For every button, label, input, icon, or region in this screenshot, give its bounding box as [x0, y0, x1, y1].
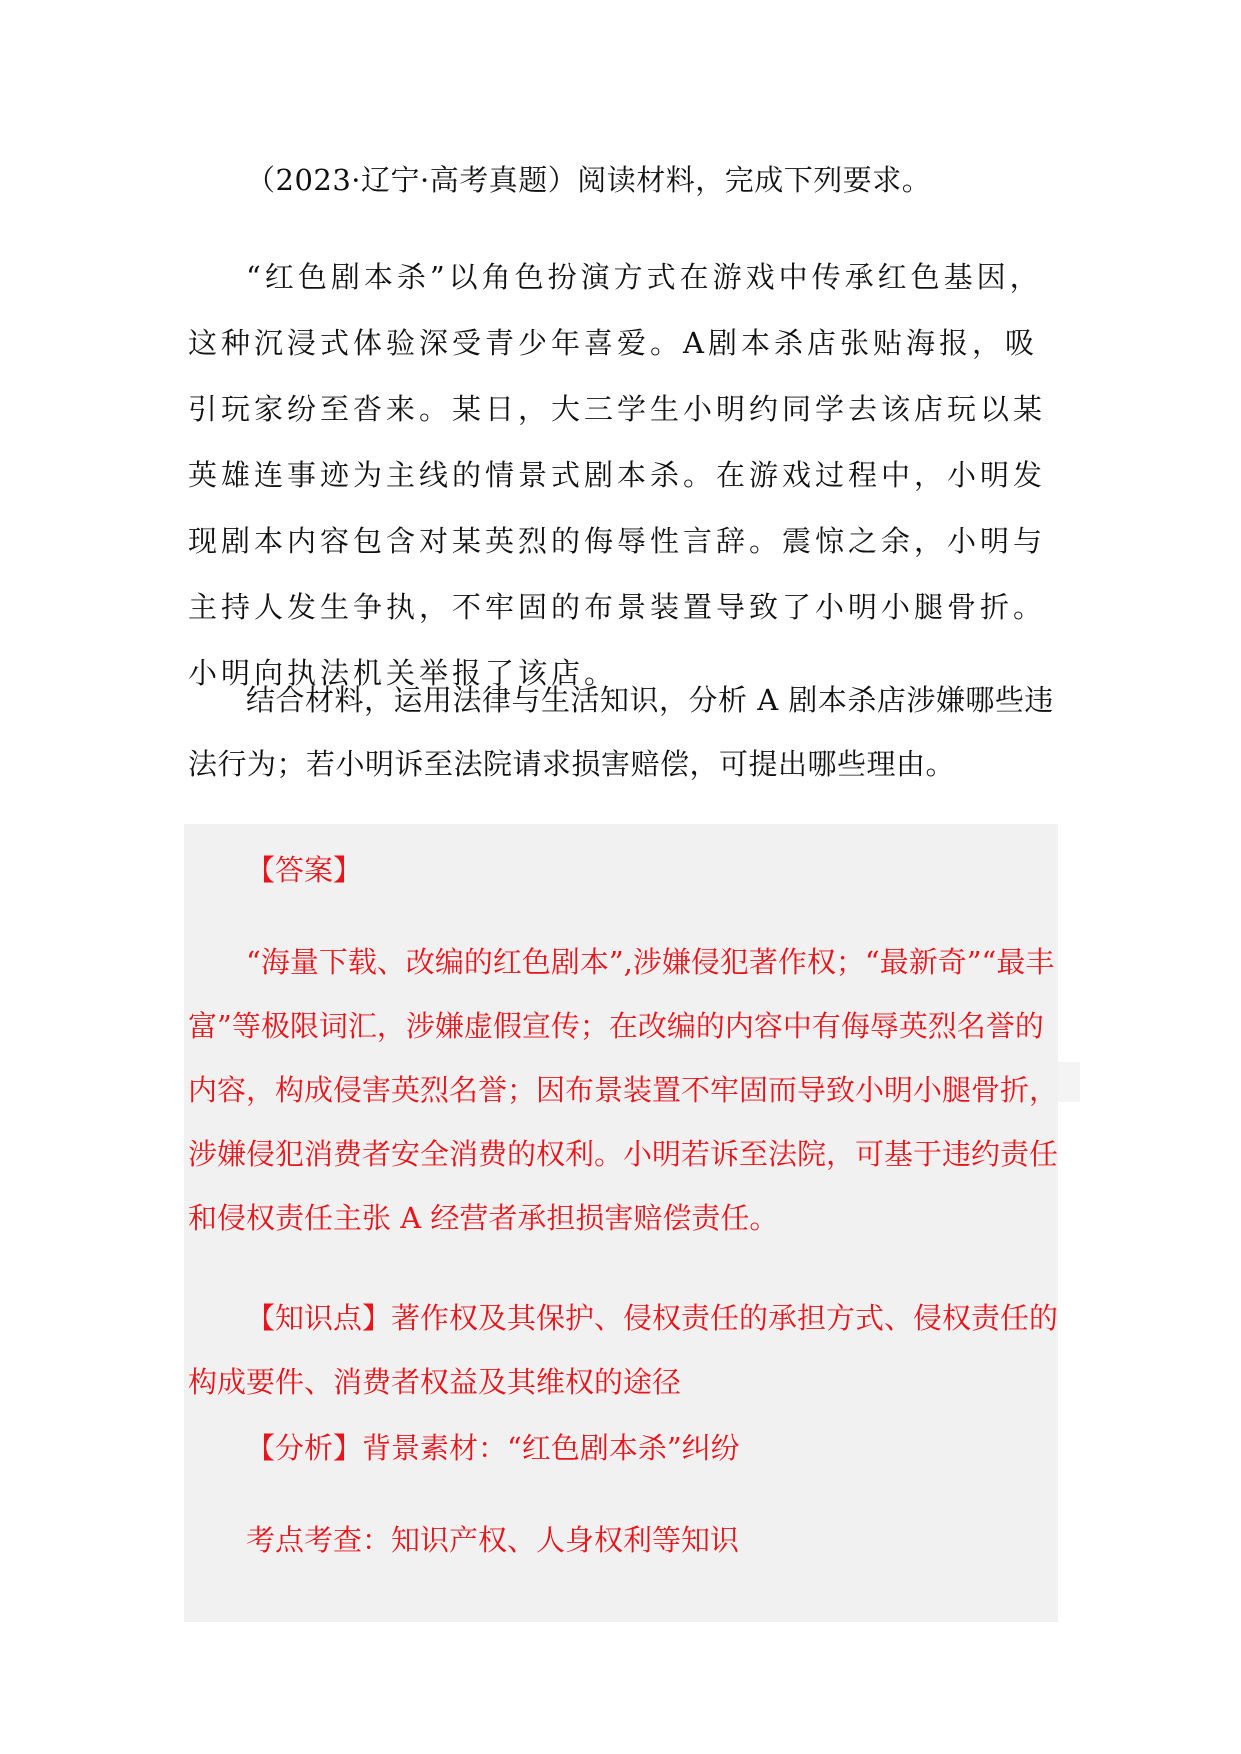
- question-prompt: 结合材料，运用法律与生活知识，分析 A 剧本杀店涉嫌哪些违法行为；若小明诉至法院请求损害赔偿，可提出哪些理由。: [188, 683, 1054, 781]
- answer-panel: [184, 824, 1058, 1622]
- exam-focus-line: 考点考查：知识产权、人身权利等知识: [246, 1523, 740, 1557]
- material-paragraph: “红色剧本杀”以角色扮演方式在游戏中传承红色基因，这种沉浸式体验深受青少年喜爱。A剧本杀店张贴海报，吸引玩家纷至沓来。某日，大三学生小明约同学去该店玩以某英雄连事迹为主线的情景式剧本杀。在游戏过程中，小明发现剧本内容包含对某英烈的侮辱性言辞。震惊之余，小明与主持人发生争执，不牢固的布景装置导致了小明小腿骨折。小明向执法机关举报了该店。: [188, 260, 1047, 690]
- answer-panel-overhang: [1058, 1062, 1080, 1102]
- analysis-line: 【分析】背景素材：“红色剧本杀”纠纷: [246, 1431, 740, 1465]
- answer-tag: 【答案】: [246, 853, 363, 887]
- answer-body: “海量下载、改编的红色剧本”,涉嫌侵犯著作权；“最新奇”“最丰富”等极限词汇，涉嫌虚假宣传；在改编的内容中有侮辱英烈名誉的内容，构成侵害英烈名誉；因布景装置不牢固而导致小明小腿骨折，涉嫌侵犯消费者安全消费的权利。小明若诉至法院，可基于违约责任和侵权责任主张 A 经营者承担损害赔偿责任。: [188, 945, 1059, 1235]
- question-heading: （2023·辽宁·高考真题）阅读材料，完成下列要求。: [246, 163, 932, 197]
- knowledge-points: 【知识点】著作权及其保护、侵权责任的承担方式、侵权责任的构成要件、消费者权益及其维权的途径: [188, 1301, 1059, 1399]
